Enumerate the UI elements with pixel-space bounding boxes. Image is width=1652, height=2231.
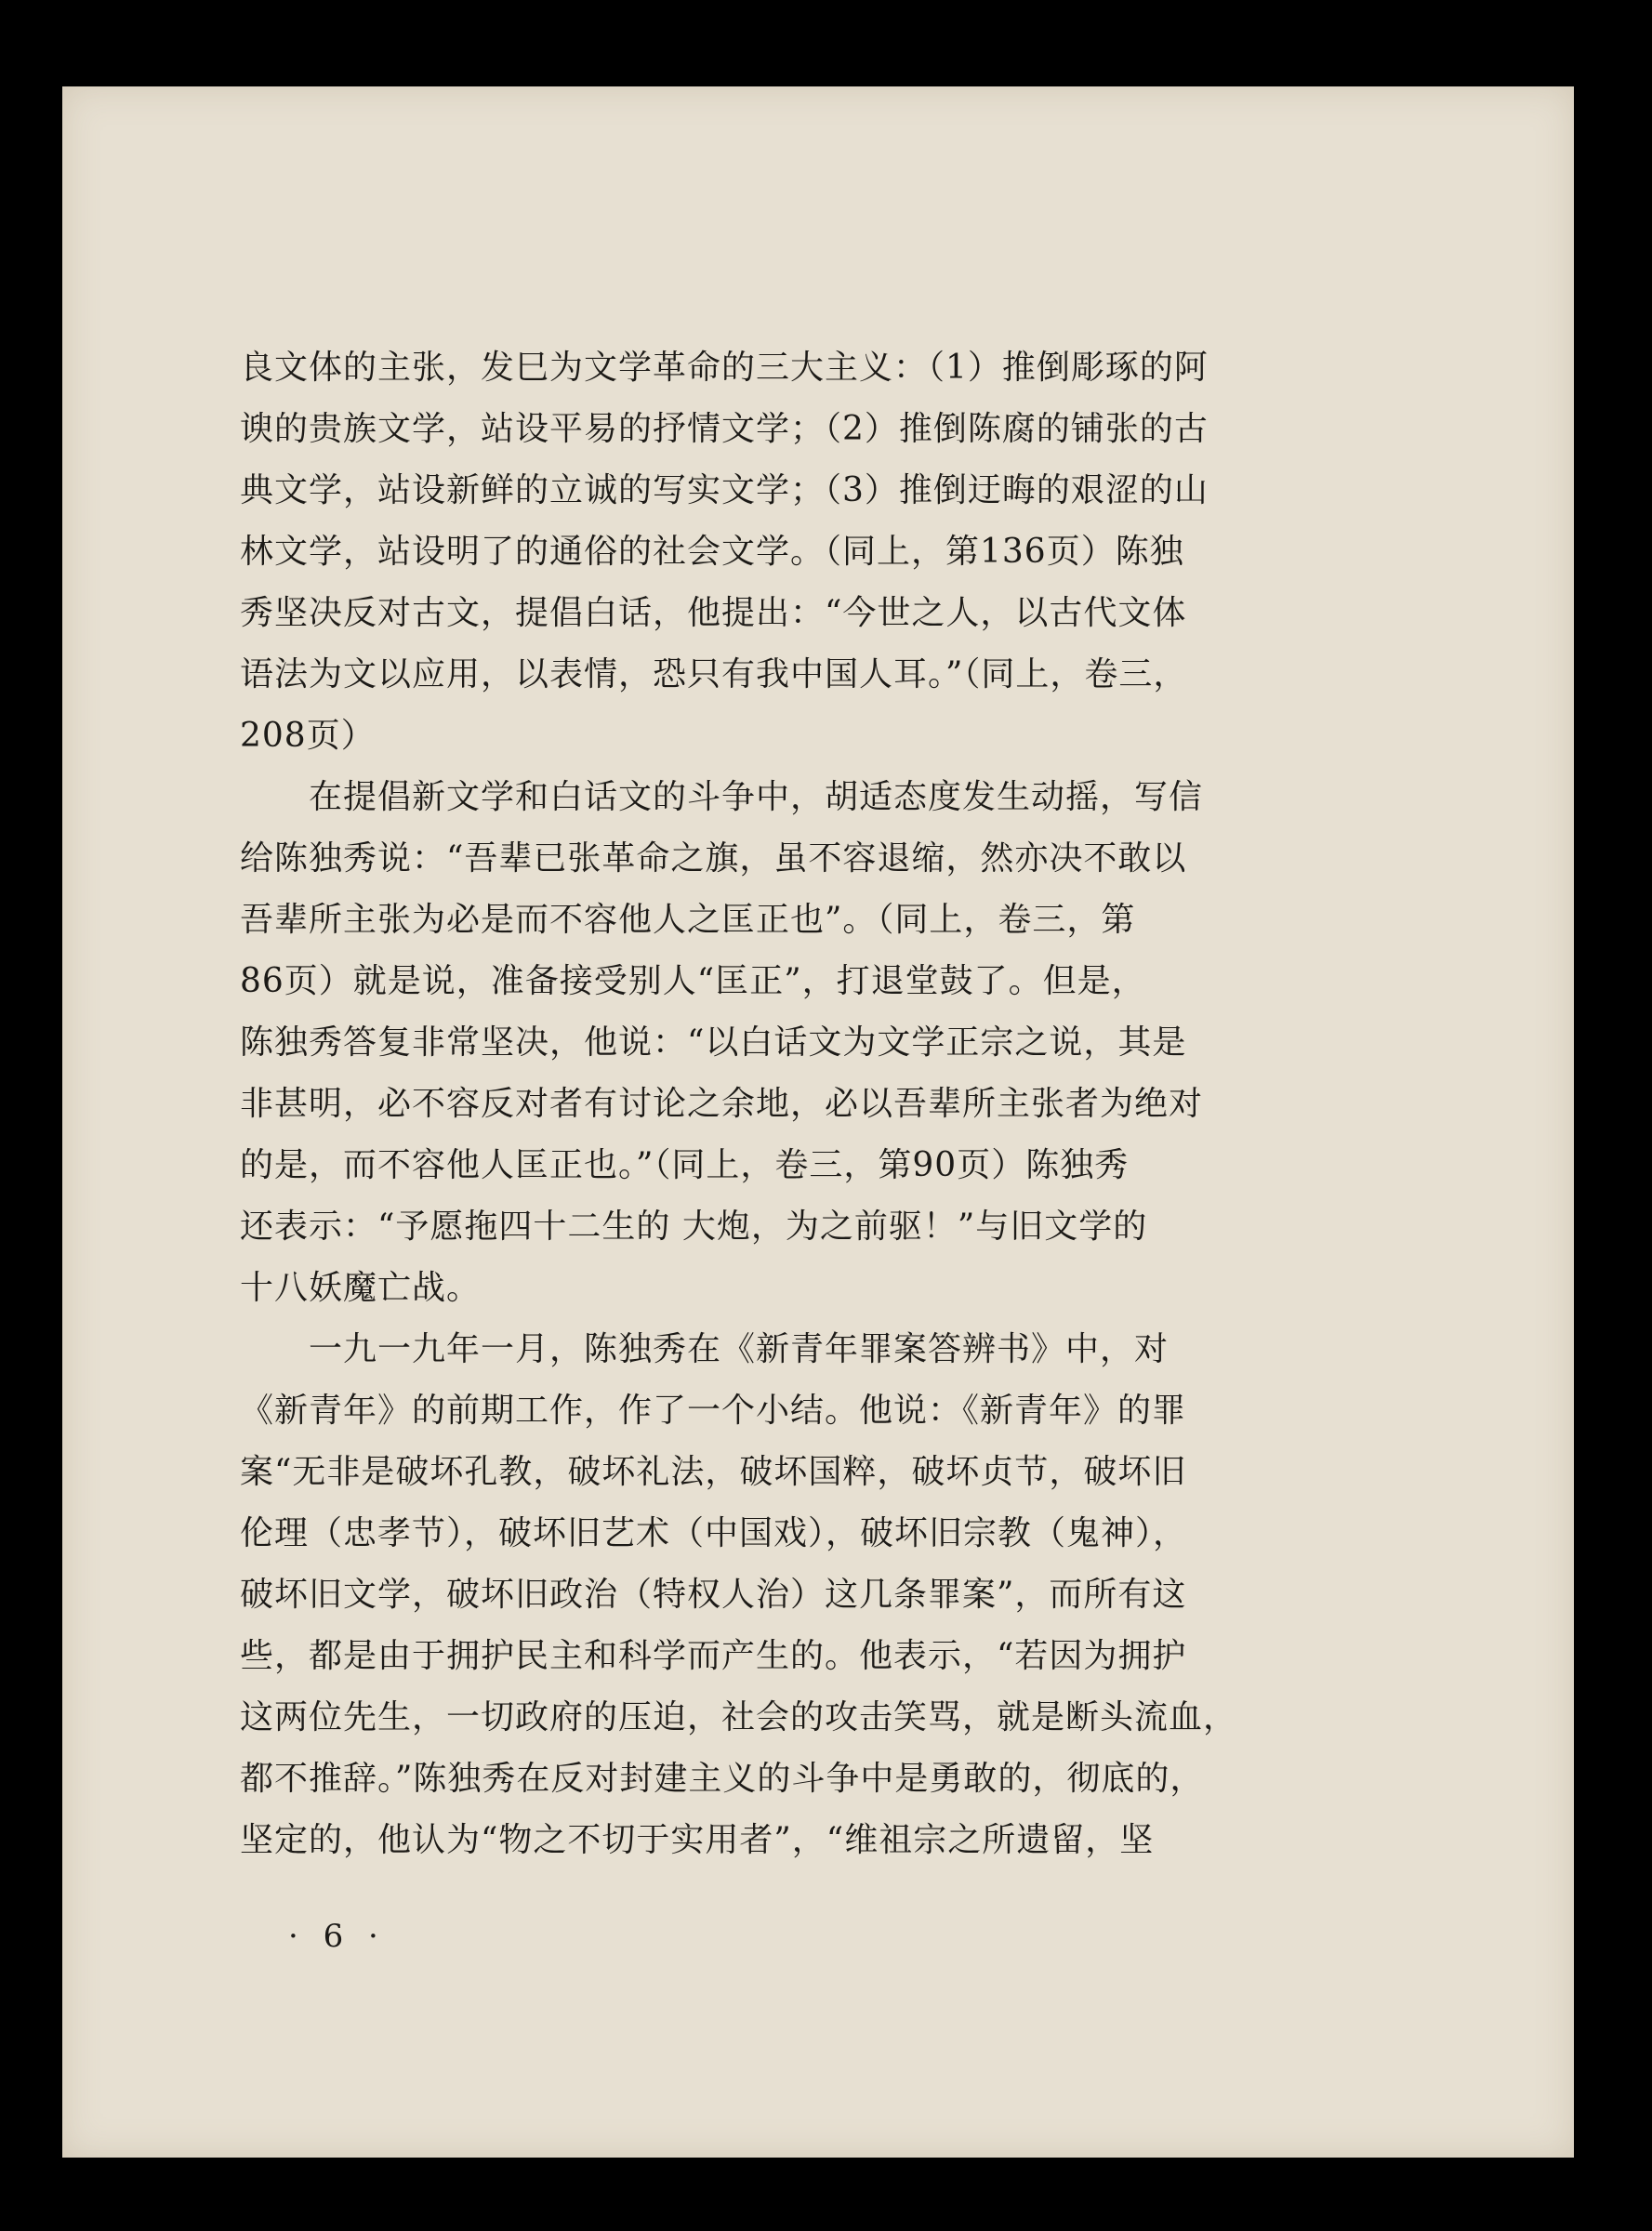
page-number: · 6 · [288, 1918, 386, 1955]
text-line: 86页）就是说，准备接受别人“匡正”，打退堂鼓了。但是， [240, 962, 1146, 1000]
text-line: 林文学，站设明了的通俗的社会文学。（同上，第136页）陈独 [240, 533, 1184, 571]
text-line: 谀的贵族文学，站设平易的抒情文学；（2）推倒陈腐的铺张的古 [240, 410, 1209, 448]
text-line: 在提倡新文学和白话文的斗争中，胡适态度发生动摇，写信 [240, 778, 1204, 816]
text-line: 案“无非是破坏孔教，破坏礼法，破坏国粹，破坏贞节，破坏旧 [240, 1453, 1187, 1491]
text-line: 一九一九年一月，陈独秀在《新青年罪案答辨书》中，对 [240, 1330, 1170, 1368]
text-line: 给陈独秀说：“吾辈已张革命之旗，虽不容退缩，然亦决不敢以 [240, 839, 1187, 878]
text-line: 坚定的，他认为“物之不切于实用者”，“维祖宗之所遗留，坚 [240, 1821, 1155, 1859]
text-line: 非甚明，必不容反对者有讨论之余地，必以吾辈所主张者为绝对 [240, 1085, 1204, 1123]
text-line: 还表示：“予愿拖四十二生的 大炮，为之前驱！”与旧文学的 [240, 1208, 1148, 1246]
text-line: 些，都是由于拥护民主和科学而产生的。他表示，“若因为拥护 [240, 1637, 1187, 1675]
text-line: 良文体的主张，发巳为文学革命的三大主义：（1）推倒彫琢的阿 [240, 349, 1209, 387]
text-line: 吾辈所主张为必是而不容他人之匡正也”。（同上，卷三，第 [240, 901, 1136, 939]
text-line: 《新青年》的前期工作，作了一个小结。他说：《新青年》的罪 [240, 1392, 1187, 1430]
text-line: 十八妖魔亡战。 [240, 1269, 482, 1307]
text-line: 伦理（忠孝节），破坏旧艺术（中国戏），破坏旧宗教（鬼神）， [240, 1514, 1188, 1552]
text-line: 都不推辞。”陈独秀在反对封建主义的斗争中是勇敢的，彻底的， [240, 1760, 1205, 1798]
text-line: 的是，而不容他人匡正也。”（同上，卷三，第90页）陈独秀 [240, 1146, 1130, 1184]
text-line: 这两位先生，一切政府的压迫，社会的攻击笑骂，就是断头流血， [240, 1698, 1238, 1736]
text-line: 陈独秀答复非常坚决，他说：“以白话文为文学正宗之说，其是 [240, 1023, 1187, 1062]
text-line: 破坏旧文学，破坏旧政治（特权人治）这几条罪案”，而所有这 [240, 1576, 1187, 1614]
text-line: 208页） [240, 717, 376, 755]
text-line: 秀坚决反对古文，提倡白话，他提出：“今世之人，以古代文体 [240, 594, 1187, 632]
text-line: 典文学，站设新鲜的立诚的写实文学；（3）推倒迂晦的艰涩的山 [240, 471, 1209, 509]
text-line: 语法为文以应用，以表情，恐只有我中国人耳。”（同上，卷三， [240, 655, 1188, 693]
